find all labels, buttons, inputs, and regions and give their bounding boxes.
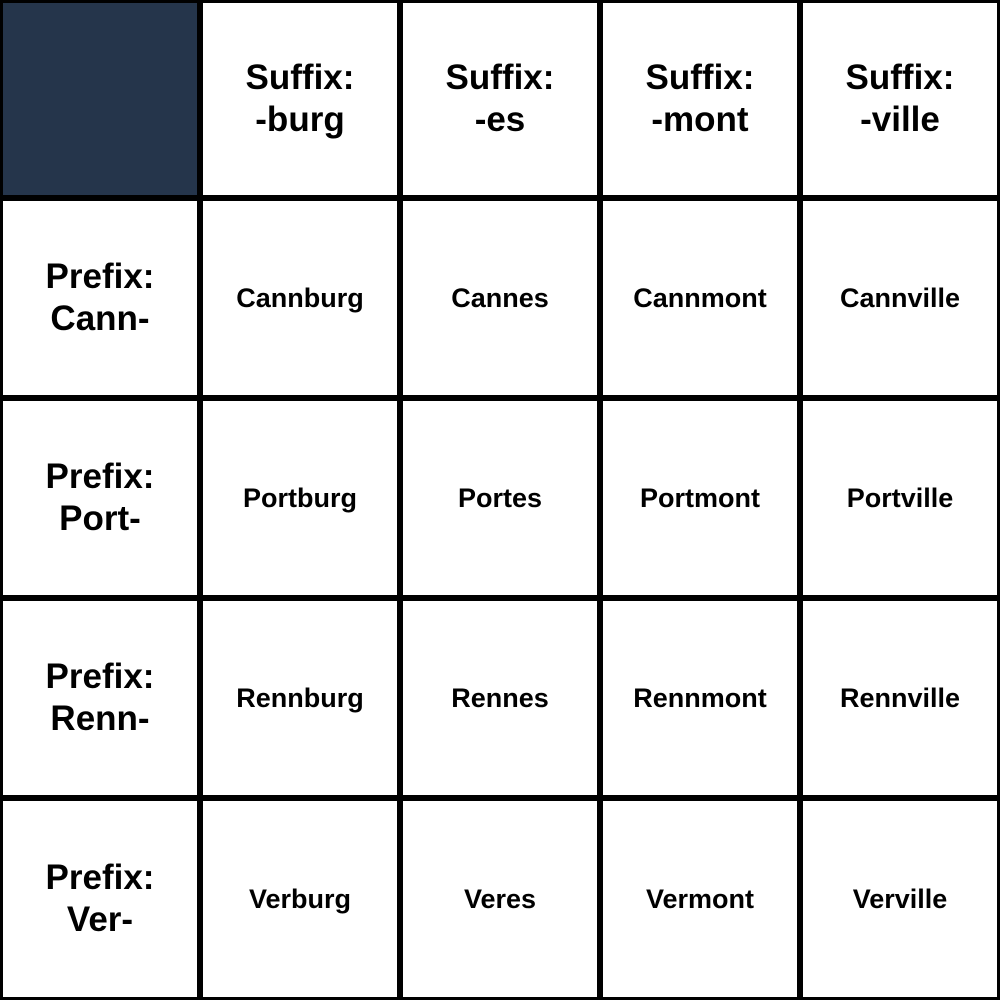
row-header-ver [0, 798, 200, 1000]
table-cell: Cannburg [200, 198, 400, 398]
table-cell: Portes [400, 398, 600, 598]
column-header-ville-line1: Suffix: [845, 58, 955, 97]
column-header-es-line1: Suffix: [445, 58, 555, 97]
table-cell: Rennes [400, 598, 600, 798]
table-cell: Portmont [600, 398, 800, 598]
row-header-port [0, 398, 200, 598]
matrix-corner-cell [0, 0, 200, 198]
table-cell: Portville [800, 398, 1000, 598]
row-header-cann-line1: Prefix: [45, 257, 155, 296]
row-header-renn-line2: Renn- [50, 699, 150, 738]
column-header-ville-line2: -ville [860, 100, 940, 139]
table-cell: Verville [800, 798, 1000, 1000]
table-cell: Verburg [200, 798, 400, 1000]
row-header-cann-line2: Cann- [50, 299, 150, 338]
row-header-renn-line1: Prefix: [45, 657, 155, 696]
column-header-es [400, 0, 600, 198]
table-cell: Cannes [400, 198, 600, 398]
row-header-renn [0, 598, 200, 798]
column-header-mont [600, 0, 800, 198]
table-cell: Rennburg [200, 598, 400, 798]
table-cell: Rennville [800, 598, 1000, 798]
column-header-ville [800, 0, 1000, 198]
column-header-burg-line1: Suffix: [245, 58, 355, 97]
column-header-burg-line2: -burg [255, 100, 345, 139]
row-header-ver-line2: Ver- [66, 900, 134, 939]
table-cell: Portburg [200, 398, 400, 598]
row-header-cann [0, 198, 200, 398]
table-cell: Rennmont [600, 598, 800, 798]
column-header-burg [200, 0, 400, 198]
table-cell: Vermont [600, 798, 800, 1000]
row-header-ver-line1: Prefix: [45, 858, 155, 897]
column-header-es-line2: -es [474, 100, 526, 139]
column-header-mont-line2: -mont [651, 100, 749, 139]
row-header-port-line2: Port- [59, 499, 141, 538]
row-header-port-line1: Prefix: [45, 457, 155, 496]
column-header-mont-line1: Suffix: [645, 58, 755, 97]
table-cell: Cannville [800, 198, 1000, 398]
table-cell: Cannmont [600, 198, 800, 398]
table-cell: Veres [400, 798, 600, 1000]
